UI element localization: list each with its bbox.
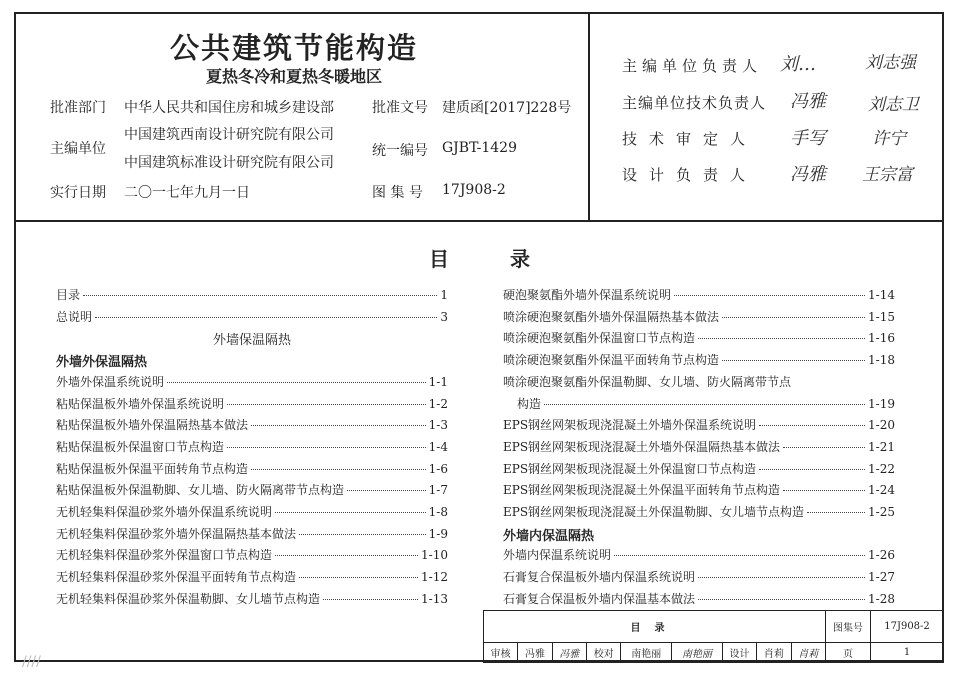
signature-tech-review-1: 手写 bbox=[790, 128, 826, 149]
toc-entry-page: 1-3 bbox=[428, 418, 448, 433]
toc-entry bbox=[56, 590, 448, 608]
toc-entry-title: 目录 bbox=[56, 288, 81, 302]
check-name: 南艳丽 bbox=[621, 643, 672, 663]
toc-leader-dots bbox=[759, 469, 865, 470]
toc-leader-dots bbox=[722, 317, 865, 318]
toc-entry-title: EPS钢丝网架板现浇混凝土外保温窗口节点构造 bbox=[503, 461, 757, 476]
toc-leader-dots bbox=[544, 404, 865, 405]
toc-leader-dots bbox=[807, 512, 865, 513]
toc-entry-page: 1-19 bbox=[868, 396, 895, 411]
toc-entry bbox=[503, 460, 895, 478]
toc-entry-title: 喷涂硬泡聚氨酯外墙外保温隔热基本做法 bbox=[503, 309, 720, 324]
atlas-no-label: 图 集 号 bbox=[372, 185, 423, 201]
toc-entry bbox=[56, 503, 448, 521]
sign-label-tech-chief: 主编单位技术负责人 bbox=[622, 94, 767, 112]
toc-entry-title: 粘贴保温板外保温窗口节点构造 bbox=[56, 439, 225, 454]
toc-subsection-heading bbox=[503, 525, 895, 543]
review-label: 审核 bbox=[484, 643, 518, 663]
toc-leader-dots bbox=[323, 599, 418, 600]
toc-entry bbox=[503, 351, 895, 369]
toc-leader-dots bbox=[299, 577, 418, 578]
toc-entry bbox=[56, 525, 448, 543]
page-no: 1 bbox=[871, 643, 944, 663]
toc-entry-page: 1-21 bbox=[868, 439, 895, 454]
toc-entry-title: 外墙外保温系统说明 bbox=[56, 374, 165, 389]
signature-design-chief-2: 王宗富 bbox=[862, 165, 913, 185]
title-block-atlas-label: 图集号 bbox=[826, 611, 871, 643]
toc-entry bbox=[56, 481, 448, 499]
toc-leader-dots bbox=[299, 534, 426, 535]
page-label: 页 bbox=[826, 643, 871, 663]
toc-entry bbox=[503, 568, 895, 586]
effective-label: 实行日期 bbox=[50, 185, 106, 201]
toc-entry bbox=[503, 373, 895, 391]
approve-dept: 中华人民共和国住房和城乡建设部 bbox=[124, 100, 334, 116]
toc-leader-dots bbox=[227, 404, 426, 405]
toc-entry-title: 硬泡聚氨酯外墙外保温系统说明 bbox=[503, 288, 672, 302]
editor-unit-1: 中国建筑西南设计研究院有限公司 bbox=[124, 127, 334, 143]
toc-heading-2: 录 bbox=[510, 247, 530, 271]
toc-entry-page: 1-9 bbox=[428, 526, 448, 541]
toc-entry-title: 构造 bbox=[517, 396, 542, 411]
toc-entry bbox=[503, 416, 895, 434]
unified-no: GJBT-1429 bbox=[442, 140, 517, 156]
toc-entry bbox=[56, 308, 448, 326]
toc-entry bbox=[503, 503, 895, 521]
toc-entry-page: 1-6 bbox=[428, 461, 448, 476]
document-title: 公共建筑节能构造 bbox=[169, 31, 418, 65]
toc-leader-dots bbox=[614, 555, 865, 556]
toc-leader-dots bbox=[275, 555, 418, 556]
title-block-atlas-no: 17J908-2 bbox=[871, 611, 944, 643]
toc-entry-page: 1-4 bbox=[428, 439, 448, 454]
toc-entry-page: 1-12 bbox=[421, 570, 448, 585]
toc-entry-title: 无机轻集料保温砂浆外保温窗口节点构造 bbox=[56, 548, 273, 563]
toc-entry bbox=[503, 438, 895, 456]
toc-leader-dots bbox=[95, 317, 437, 318]
toc-entry-title: 外墙内保温系统说明 bbox=[503, 548, 612, 563]
signature-chief-unit-1: 刘… bbox=[780, 54, 816, 75]
toc-section-title: 外墙保温隔热 bbox=[212, 333, 291, 349]
design-name: 肖莉 bbox=[757, 643, 791, 663]
toc-entry-page: 1-7 bbox=[428, 483, 448, 498]
toc-leader-dots bbox=[783, 447, 865, 448]
document-subtitle: 夏热冬冷和夏热冬暖地区 bbox=[205, 67, 382, 86]
toc-entry-page: 1-10 bbox=[421, 548, 448, 563]
toc-leader-dots bbox=[698, 577, 865, 578]
toc-entry-page: 1-26 bbox=[868, 548, 895, 563]
unified-no-label: 统一编号 bbox=[372, 143, 428, 159]
title-block-title: 目录 bbox=[484, 611, 826, 643]
toc-entry-page: 1-1 bbox=[428, 374, 448, 389]
sign-label-chief-unit: 主编单位负责人 bbox=[622, 57, 763, 75]
title-block bbox=[483, 610, 944, 663]
toc-entry-page: 1-27 bbox=[868, 570, 895, 585]
design-signature: 肖莉 bbox=[791, 643, 825, 663]
review-name: 冯雅 bbox=[518, 643, 552, 663]
toc-entry-title: EPS钢丝网架板现浇混凝土外墙外保温系统说明 bbox=[503, 418, 757, 433]
toc-entry-page: 1-28 bbox=[868, 591, 895, 606]
toc-entry-page: 1-22 bbox=[868, 461, 895, 476]
toc-leader-dots bbox=[275, 512, 426, 513]
toc-entry-page: 1-15 bbox=[868, 309, 895, 324]
toc-leader-dots bbox=[722, 360, 865, 361]
toc-entry bbox=[56, 373, 448, 391]
toc-entry-page: 1-16 bbox=[868, 331, 895, 346]
toc-entry-title: 粘贴保温板外保温平面转角节点构造 bbox=[56, 461, 249, 476]
toc-entry bbox=[56, 460, 448, 478]
signature-tech-chief-2: 刘志卫 bbox=[868, 95, 919, 115]
toc-leader-dots bbox=[167, 382, 426, 383]
toc-entry-title: 粘贴保温板外墙外保温隔热基本做法 bbox=[56, 418, 249, 433]
toc-entry-title: 无机轻集料保温砂浆外墙外保温系统说明 bbox=[56, 505, 273, 519]
signature-tech-chief-1: 冯雅 bbox=[790, 91, 826, 112]
signature-chief-unit-2: 刘志强 bbox=[865, 53, 916, 73]
toc-entry-title: 喷涂硬泡聚氨酯外保温窗口节点构造 bbox=[503, 331, 696, 346]
toc-entry bbox=[503, 481, 895, 499]
toc-entry-page: 1-24 bbox=[868, 483, 895, 498]
signature-design-chief-1: 冯雅 bbox=[790, 164, 826, 185]
toc-entry-page: 1-18 bbox=[868, 353, 895, 368]
toc-entry bbox=[503, 395, 895, 413]
toc-entry bbox=[503, 308, 895, 326]
toc-entry-title: EPS钢丝网架板现浇混凝土外保温平面转角节点构造 bbox=[503, 483, 781, 498]
toc-entry bbox=[56, 395, 448, 413]
toc-entry-page: 1-2 bbox=[428, 396, 448, 411]
toc-entry-page: 1 bbox=[440, 288, 448, 302]
toc-entry-title: EPS钢丝网架板现浇混凝土外保温勒脚、女儿墙节点构造 bbox=[503, 505, 805, 519]
toc-entry-title: 喷涂硬泡聚氨酯外保温勒脚、女儿墙、防火隔离带节点 bbox=[503, 374, 792, 389]
toc-entry-title: 无机轻集料保温砂浆外保温勒脚、女儿墙节点构造 bbox=[56, 591, 321, 606]
sign-label-design-chief: 设计负责人 bbox=[622, 166, 758, 184]
toc-leader-dots bbox=[83, 295, 437, 296]
toc-leader-dots bbox=[251, 425, 426, 426]
approve-doc: 建质函[2017]228号 bbox=[442, 100, 572, 116]
toc-entry-title: 石膏复合保温板外墙内保温基本做法 bbox=[503, 591, 696, 606]
atlas-no: 17J908-2 bbox=[442, 182, 506, 198]
toc-entry-page: 1-20 bbox=[868, 418, 895, 433]
toc-entry-title: EPS钢丝网架板现浇混凝土外墙外保温隔热基本做法 bbox=[503, 439, 781, 454]
toc-leader-dots bbox=[759, 425, 865, 426]
toc-subsection-title: 外墙外保温隔热 bbox=[56, 355, 148, 371]
review-signature: 冯雅 bbox=[552, 643, 586, 663]
toc-entry bbox=[503, 286, 895, 304]
approve-doc-label: 批准文号 bbox=[372, 100, 428, 116]
toc-entry-title: 总说明 bbox=[56, 309, 93, 324]
toc-entry bbox=[56, 438, 448, 456]
toc-leader-dots bbox=[783, 490, 865, 491]
header-vertical-divider bbox=[588, 12, 590, 220]
toc-entry-page: 1-14 bbox=[868, 288, 895, 302]
toc-entry bbox=[503, 546, 895, 564]
toc-leader-dots bbox=[347, 490, 426, 491]
toc-entry-title: 无机轻集料保温砂浆外保温平面转角节点构造 bbox=[56, 570, 297, 585]
watermark: //// bbox=[22, 654, 41, 670]
toc-entry bbox=[56, 546, 448, 564]
toc-entry bbox=[503, 590, 895, 608]
toc-entry-page: 1-8 bbox=[428, 505, 448, 519]
toc-subsection-heading bbox=[56, 351, 448, 369]
effective-date: 二〇一七年九月一日 bbox=[124, 185, 250, 201]
check-label: 校对 bbox=[587, 643, 621, 663]
toc-leader-dots bbox=[674, 295, 865, 296]
toc-leader-dots bbox=[698, 599, 865, 600]
toc-entry-title: 粘贴保温板外保温勒脚、女儿墙、防火隔离带节点构造 bbox=[56, 483, 345, 498]
header-divider bbox=[14, 220, 944, 222]
toc-heading-1: 目 bbox=[429, 247, 449, 271]
toc-leader-dots bbox=[698, 338, 865, 339]
toc-entry bbox=[56, 416, 448, 434]
toc-entry-title: 无机轻集料保温砂浆外墙外保温隔热基本做法 bbox=[56, 526, 297, 541]
check-signature: 南艳丽 bbox=[672, 643, 723, 663]
approve-dept-label: 批准部门 bbox=[50, 100, 106, 116]
toc-entry-page: 3 bbox=[440, 309, 448, 324]
toc-entry-page: 1-13 bbox=[421, 591, 448, 606]
sign-label-tech-review: 技术审定人 bbox=[622, 130, 758, 148]
toc-leader-dots bbox=[227, 447, 426, 448]
toc-section-heading bbox=[56, 329, 448, 347]
toc-subsection-title: 外墙内保温隔热 bbox=[503, 528, 595, 544]
toc-entry bbox=[56, 568, 448, 586]
design-label: 设计 bbox=[722, 643, 756, 663]
toc-entry bbox=[56, 286, 448, 304]
editor-unit-label: 主编单位 bbox=[50, 141, 106, 157]
editor-unit-2: 中国建筑标准设计研究院有限公司 bbox=[124, 155, 334, 171]
toc-entry-title: 粘贴保温板外墙外保温系统说明 bbox=[56, 396, 225, 411]
signature-tech-review-2: 许宁 bbox=[872, 129, 906, 149]
toc-entry bbox=[503, 329, 895, 347]
toc-leader-dots bbox=[251, 469, 426, 470]
toc-entry-title: 石膏复合保温板外墙内保温系统说明 bbox=[503, 570, 696, 585]
toc-entry-page: 1-25 bbox=[868, 505, 895, 519]
toc-entry-title: 喷涂硬泡聚氨酯外保温平面转角节点构造 bbox=[503, 353, 720, 368]
